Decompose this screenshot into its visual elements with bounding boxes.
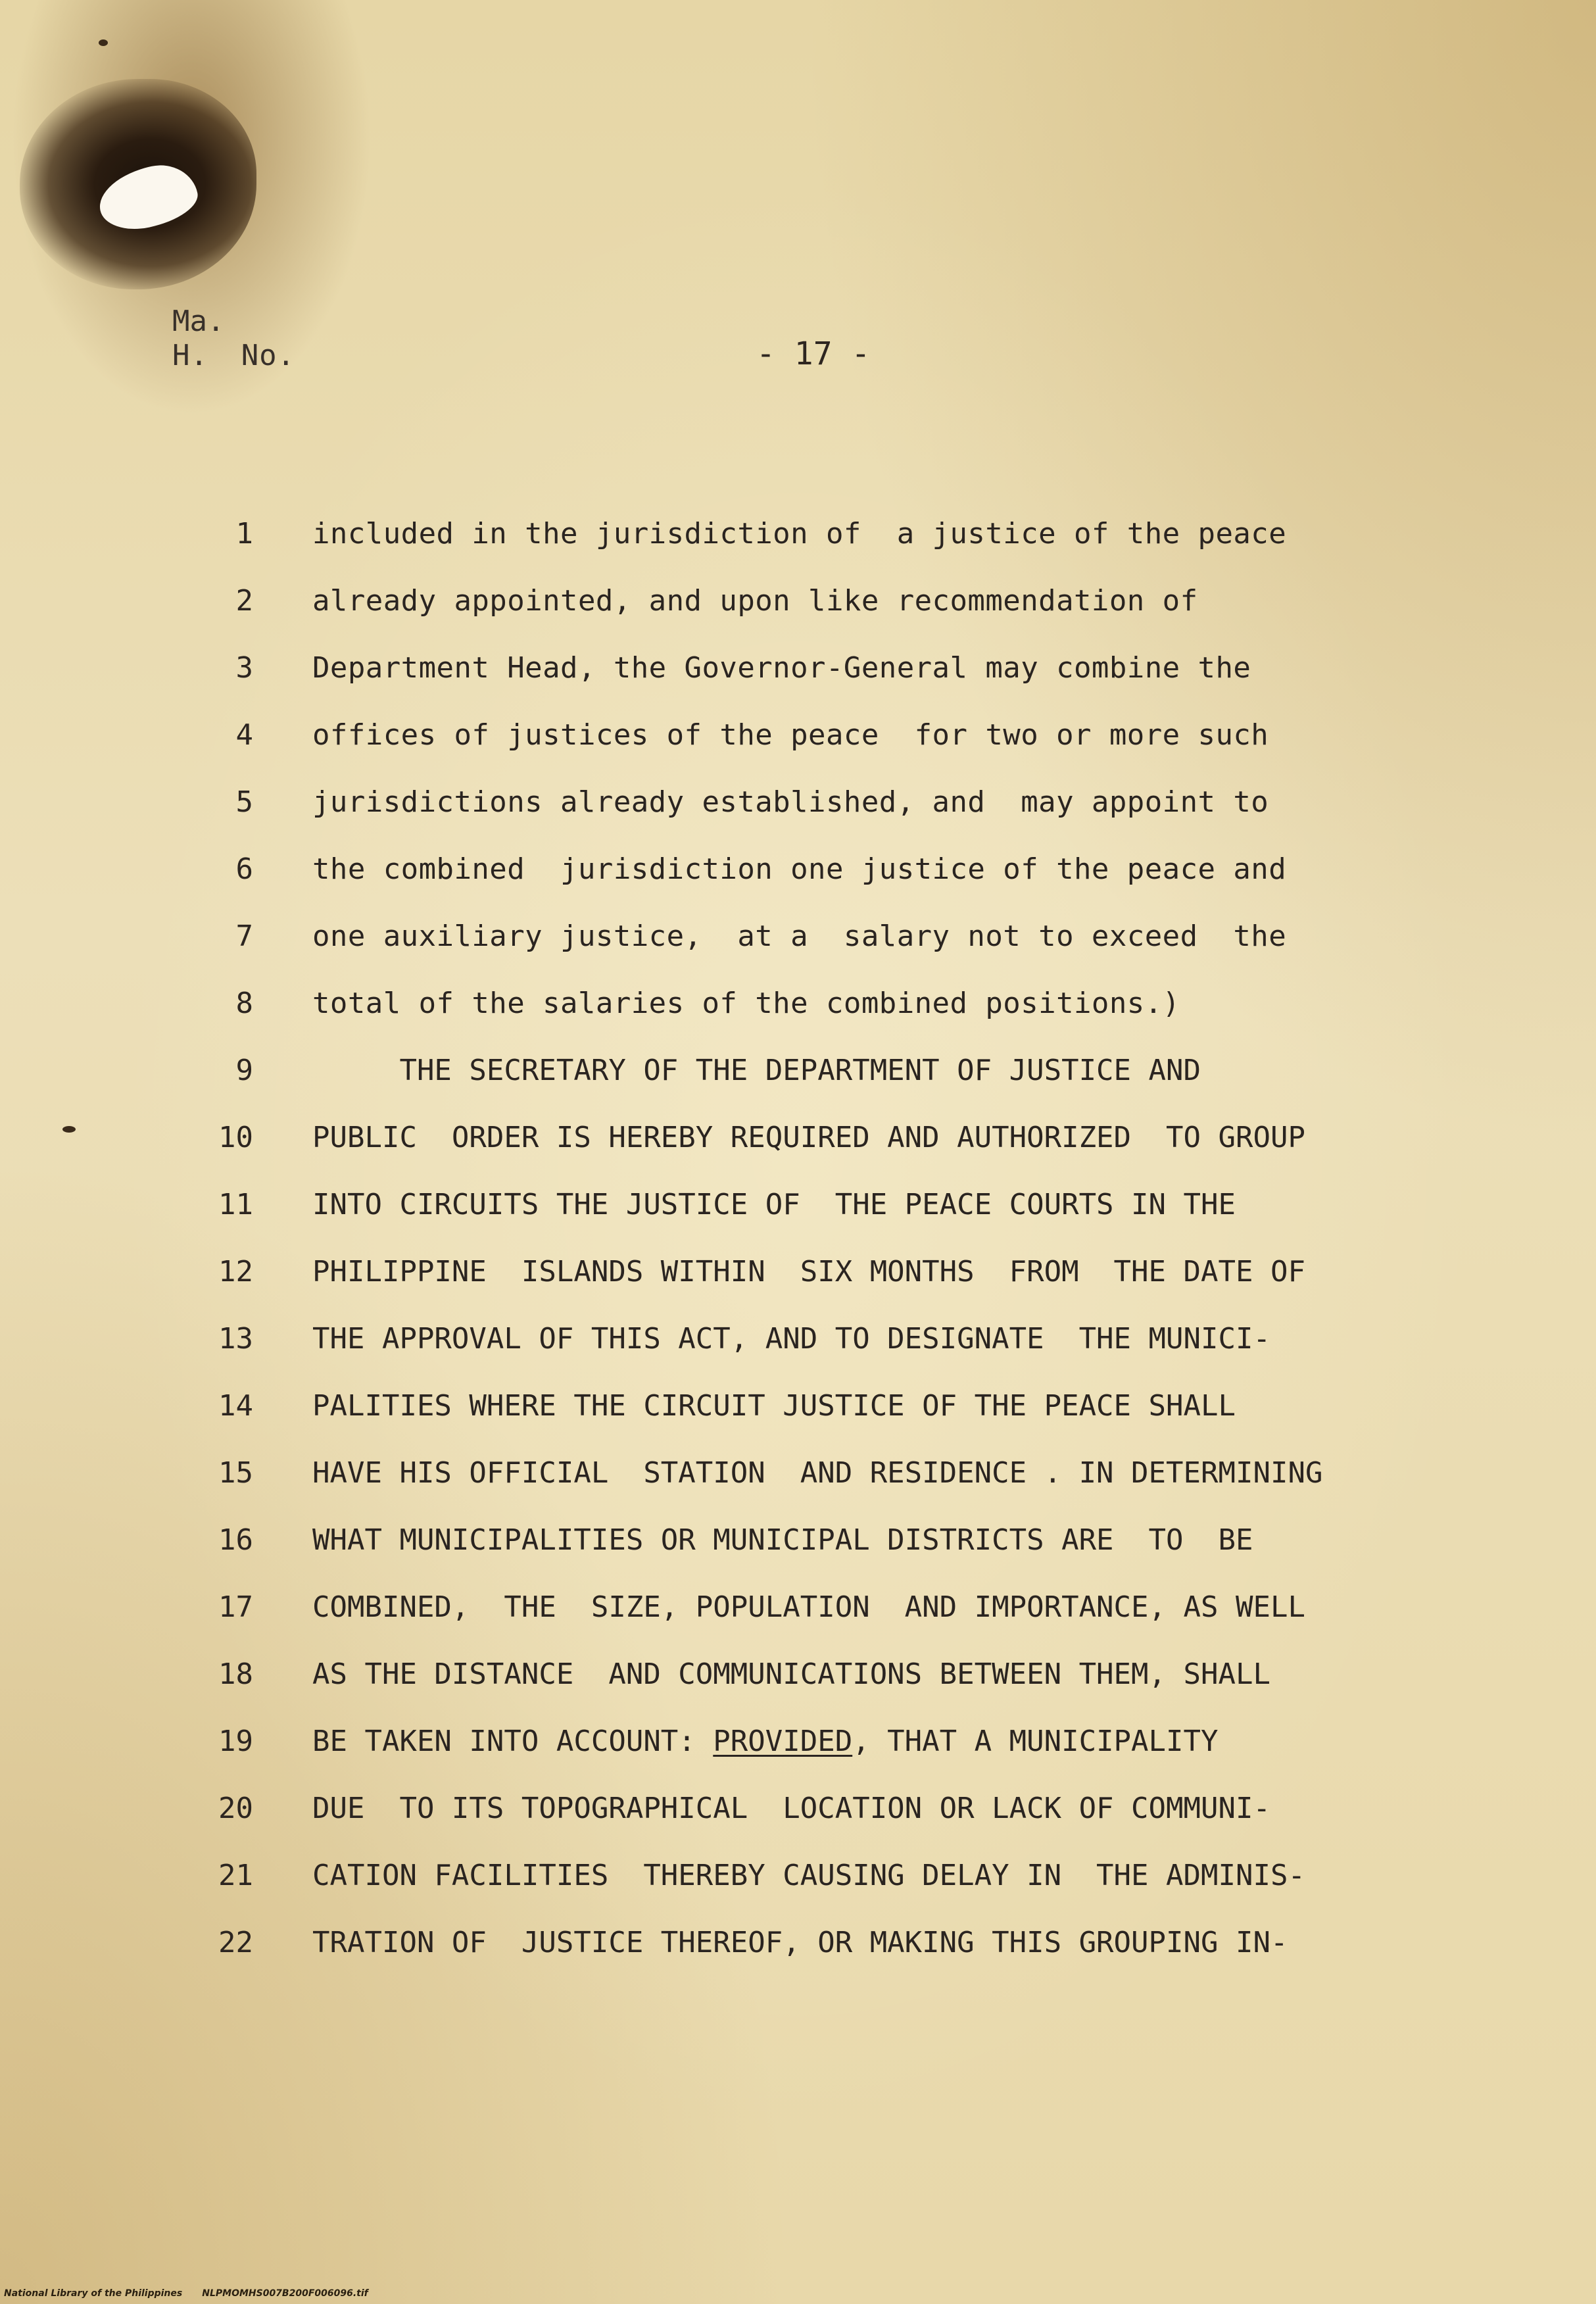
line-text-after: , THAT A MUNICIPALITY (852, 1724, 1219, 1758)
line-text: PALITIES WHERE THE CIRCUIT JUSTICE OF THE PEACE SHALL (312, 1388, 1236, 1423)
text-line (191, 1707, 1480, 1775)
no-label: No. (241, 339, 295, 372)
line-text: jurisdictions already established, and may appoint to (312, 785, 1269, 819)
line-text: offices of justices of the peace for two or more such (312, 718, 1269, 752)
line-text: HAVE HIS OFFICIAL STATION AND RESIDENCE . IN DETERMINING (312, 1456, 1323, 1490)
line-text: AS THE DISTANCE AND COMMUNICATIONS BETWEEN THEM, SHALL (312, 1657, 1270, 1691)
line-number: 1 (235, 516, 253, 551)
ma-label: Ma. (172, 305, 225, 338)
text-line (191, 500, 1480, 567)
text-line (191, 1640, 1480, 1707)
line-number: 7 (235, 919, 253, 953)
archive-footer (4, 2288, 368, 2299)
text-line (191, 567, 1480, 634)
numbered-text-body (191, 500, 1480, 1976)
line-number: 17 (218, 1590, 253, 1624)
line-number: 15 (218, 1456, 253, 1490)
line-text: TRATION OF JUSTICE THEREOF, OR MAKING THIS GROUPING IN- (312, 1925, 1288, 1959)
text-line (191, 1238, 1480, 1305)
line-text (312, 1725, 1219, 1758)
line-number: 18 (218, 1657, 253, 1691)
house-number-row (172, 339, 295, 373)
text-line (191, 835, 1480, 902)
line-text: the combined jurisdiction one justice of the peace and (312, 852, 1287, 886)
file-name: NLPMOMHS007B200F006096.tif (202, 2288, 368, 2299)
line-number: 3 (235, 650, 253, 685)
text-line (191, 768, 1480, 835)
line-text: Department Head, the Governor-General may combine the (312, 650, 1251, 685)
line-number: 9 (235, 1053, 253, 1087)
line-text: THE SECRETARY OF THE DEPARTMENT OF JUSTICE AND (312, 1053, 1201, 1087)
line-text: THE APPROVAL OF THIS ACT, AND TO DESIGNATE THE MUNICI- (312, 1321, 1270, 1356)
bill-header (172, 305, 295, 373)
text-line (191, 1372, 1480, 1439)
ink-spot (99, 39, 108, 46)
line-number: 20 (218, 1791, 253, 1825)
text-line (191, 1775, 1480, 1842)
ink-spot (62, 1126, 76, 1133)
line-text: WHAT MUNICIPALITIES OR MUNICIPAL DISTRICTS ARE TO BE (312, 1523, 1253, 1557)
line-number: 19 (218, 1724, 253, 1758)
text-line (191, 902, 1480, 969)
text-line (191, 1573, 1480, 1640)
line-text: DUE TO ITS TOPOGRAPHICAL LOCATION OR LACK OF COMMUNI- (312, 1791, 1270, 1825)
text-line (191, 1037, 1480, 1104)
line-number: 6 (235, 852, 253, 886)
line-number: 14 (218, 1388, 253, 1423)
line-text-before: BE TAKEN INTO ACCOUNT: (312, 1724, 713, 1758)
line-number: 8 (235, 986, 253, 1020)
h-label: H. (172, 339, 208, 372)
line-number: 5 (235, 785, 253, 819)
provided-underlined: PROVIDED (713, 1724, 853, 1758)
line-number: 22 (218, 1925, 253, 1959)
line-number: 10 (218, 1120, 253, 1154)
line-number: 13 (218, 1321, 253, 1356)
line-text: total of the salaries of the combined positions.) (312, 986, 1180, 1020)
text-line (191, 701, 1480, 768)
line-number: 12 (218, 1254, 253, 1288)
text-line (191, 1171, 1480, 1238)
line-text: INTO CIRCUITS THE JUSTICE OF THE PEACE COURTS IN THE (312, 1187, 1236, 1221)
text-line (191, 1305, 1480, 1372)
line-text: one auxiliary justice, at a salary not to exceed the (312, 919, 1287, 953)
line-text: PUBLIC ORDER IS HEREBY REQUIRED AND AUTHORIZED TO GROUP (312, 1120, 1305, 1154)
text-line (191, 1909, 1480, 1976)
line-number: 16 (218, 1523, 253, 1557)
line-number: 21 (218, 1858, 253, 1892)
line-number: 11 (218, 1187, 253, 1221)
line-number: 2 (235, 583, 253, 618)
page-number: - 17 - (756, 335, 871, 372)
text-line (191, 1104, 1480, 1171)
line-text: COMBINED, THE SIZE, POPULATION AND IMPORTANCE, AS WELL (312, 1590, 1305, 1624)
line-text: CATION FACILITIES THEREBY CAUSING DELAY IN THE ADMINIS- (312, 1858, 1305, 1892)
line-text: PHILIPPINE ISLANDS WITHIN SIX MONTHS FROM THE DATE OF (312, 1254, 1305, 1288)
library-name: National Library of the Philippines (4, 2288, 183, 2299)
text-line (191, 969, 1480, 1037)
text-line (191, 1842, 1480, 1909)
text-line (191, 1506, 1480, 1573)
line-text: included in the jurisdiction of a justice of the peace (312, 516, 1287, 551)
text-line (191, 1439, 1480, 1506)
text-line (191, 634, 1480, 701)
line-text: already appointed, and upon like recommendation of (312, 583, 1198, 618)
line-number: 4 (235, 718, 253, 752)
